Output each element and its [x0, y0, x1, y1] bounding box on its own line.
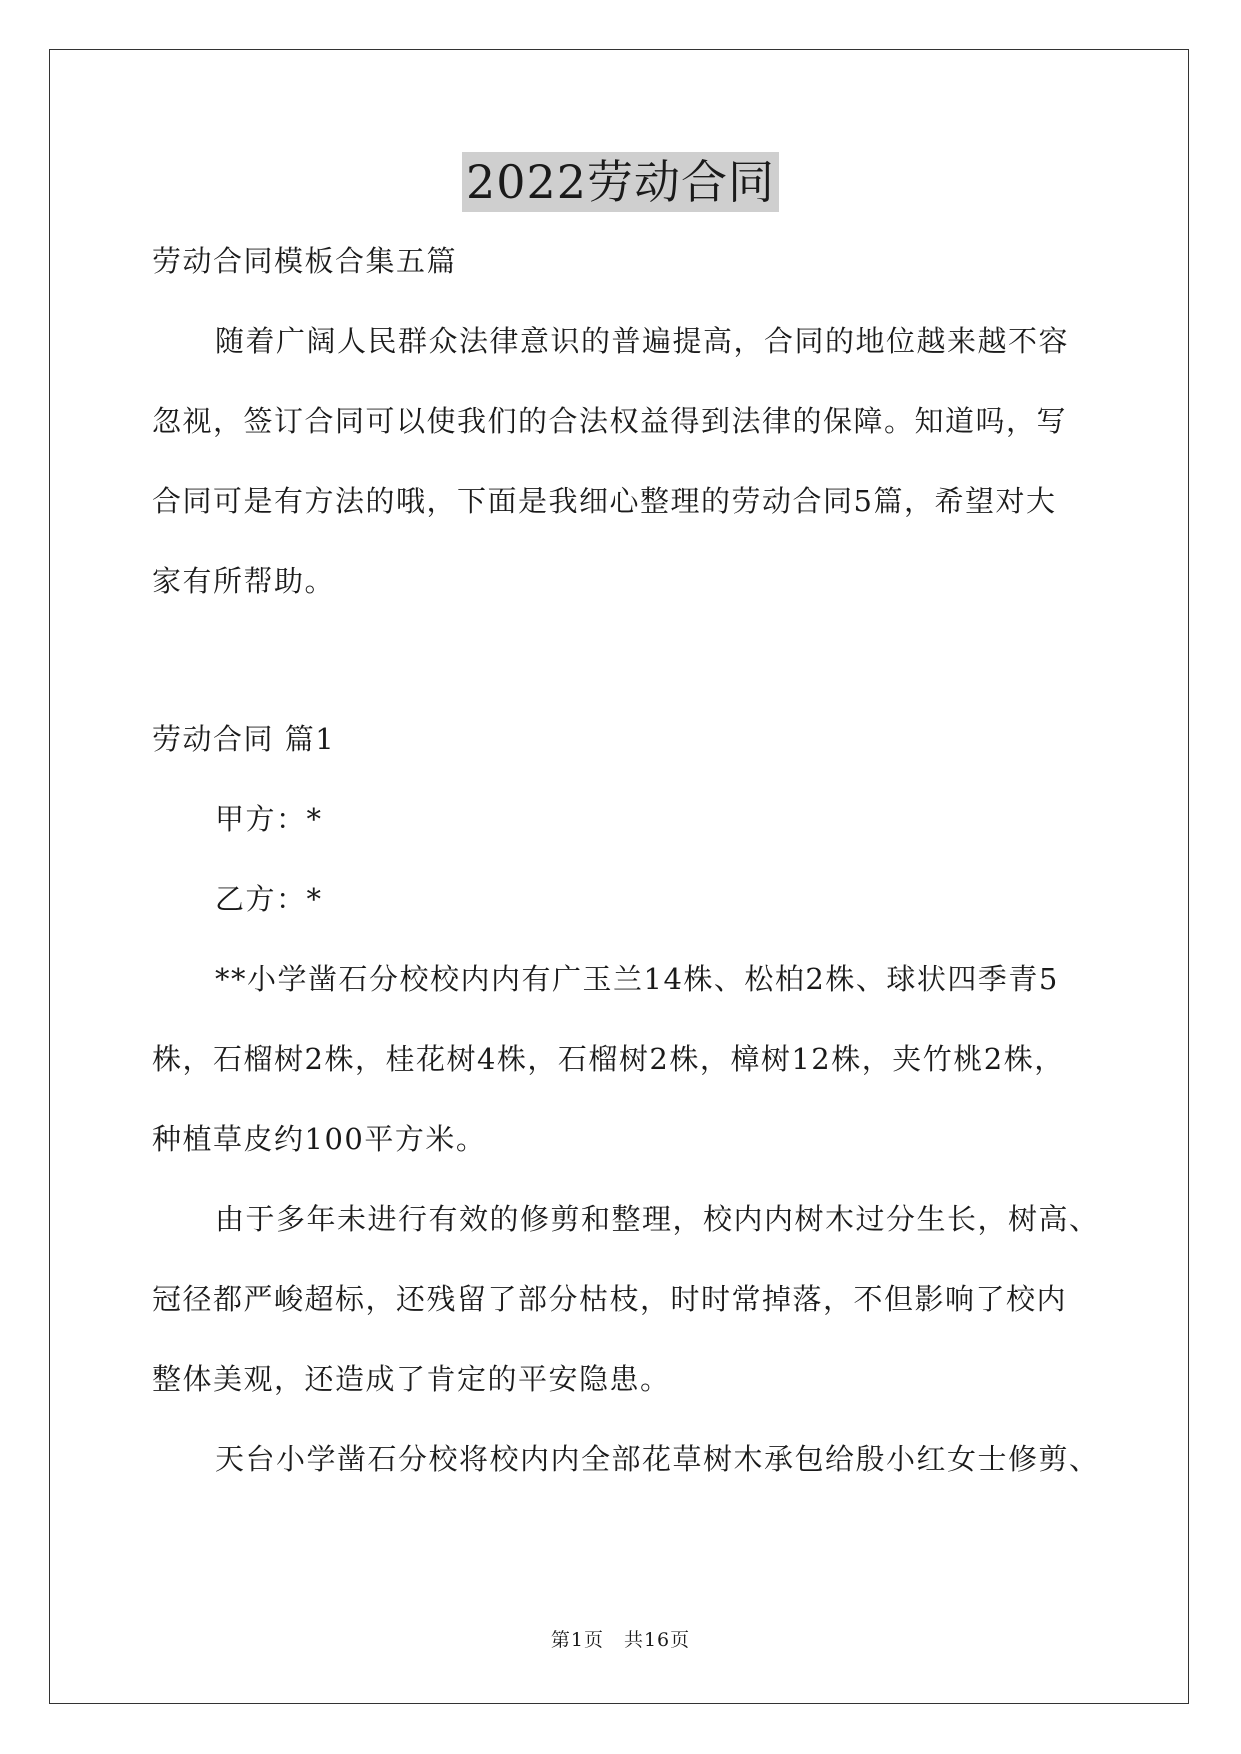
paragraph-line: **小学凿石分校校内内有广玉兰14株、松柏2株、球状四季青5 [215, 962, 1059, 996]
party-a-line: 甲方：* [215, 802, 323, 836]
paragraph-line: 家有所帮助。 [152, 564, 336, 598]
paragraph-line: 整体美观，还造成了肯定的平安隐患。 [152, 1362, 671, 1396]
paragraph-line: 天台小学凿石分校将校内内全部花草树木承包给殷小红女士修剪、 [215, 1442, 1100, 1476]
paragraph-line: 株，石榴树2株，桂花树4株，石榴树2株，樟树12株，夹竹桃2株， [152, 1042, 1065, 1076]
subtitle-line: 劳动合同模板合集五篇 [152, 244, 458, 278]
paragraph-line: 由于多年未进行有效的修剪和整理，校内内树木过分生长，树高、 [215, 1202, 1100, 1236]
paragraph-line: 合同可是有方法的哦，下面是我细心整理的劳动合同5篇，希望对大 [152, 484, 1057, 518]
document-title: 2022劳动合同 [462, 152, 779, 212]
paragraph-line: 种植草皮约100平方米。 [152, 1122, 487, 1156]
page-number-footer: 第1页 共16页 [550, 1629, 691, 1651]
section-heading: 劳动合同 篇1 [152, 722, 336, 756]
party-b-line: 乙方：* [215, 882, 323, 916]
section-gap [152, 640, 1094, 718]
paragraph-line: 随着广阔人民群众法律意识的普遍提高，合同的地位越来越不容 [215, 324, 1070, 358]
document-body [152, 240, 1100, 1518]
paragraph-line: 忽视，签订合同可以使我们的合法权益得到法律的保障。知道吗，写 [152, 404, 1068, 438]
title-container [0, 152, 1241, 212]
paragraph-line: 冠径都严峻超标，还残留了部分枯枝，时时常掉落，不但影响了校内 [152, 1282, 1068, 1316]
